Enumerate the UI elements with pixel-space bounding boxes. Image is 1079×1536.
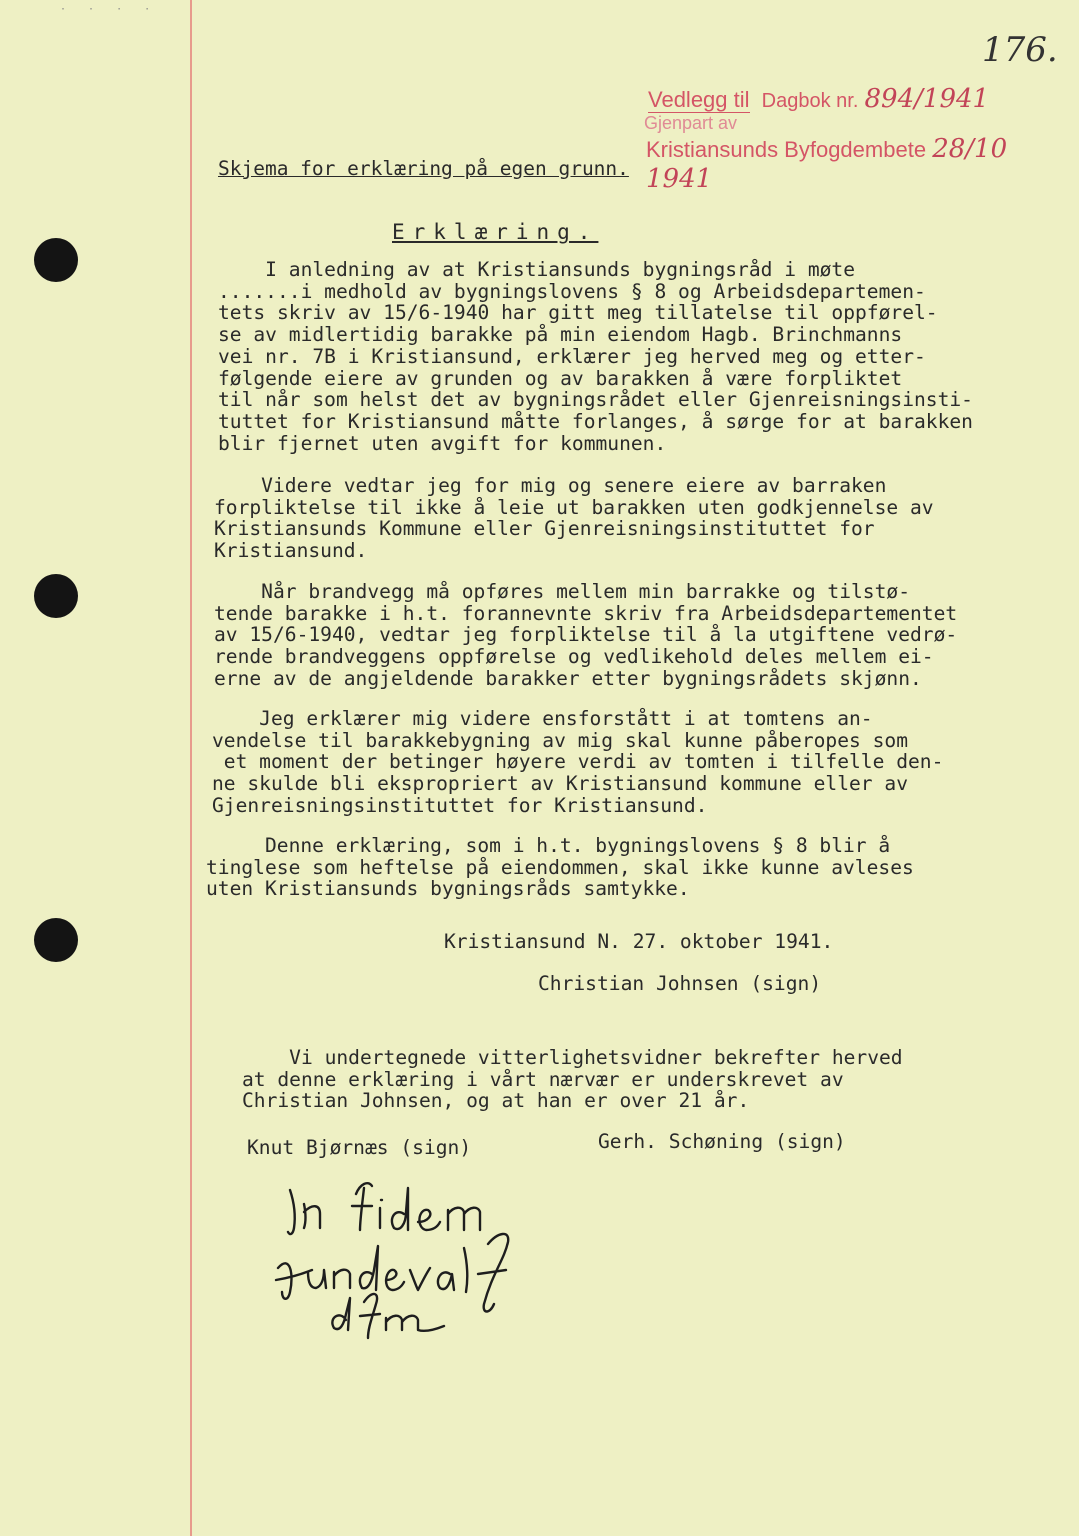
- stamp-line-1: [648, 84, 989, 114]
- punch-hole: [34, 238, 78, 282]
- signer: Christian Johnsen (sign): [538, 972, 822, 995]
- document-title: Erklæring.: [392, 220, 599, 244]
- witness-2: Gerh. Schøning (sign): [598, 1130, 846, 1153]
- paragraph-3: Når brandvegg må opføres mellem min barrakke og tilstø- tende barakke i h.t. forannevnte skriv fra Arbeidsdepartementet av 15/6-1940, vedtar jeg forpliktelse til å la utgiftene vedrø- rende brandveggens oppførelse og vedlikehold deles mellem ei- erne av de angjeldende barakker etter bygningsrådets skjønn.: [214, 580, 958, 690]
- place-date: Kristiansund N. 27. oktober 1941.: [444, 930, 834, 953]
- handwritten-signature: [268, 1170, 548, 1340]
- punch-hole: [34, 574, 78, 618]
- paragraph-4: Jeg erklærer mig videre ensforstått i at tomtens an- vendelse til barakkebygning av mig skal kunne påberopes som et moment der betinger høyere verdi av tomten i tilfelle den- ne skulde bli ekspropriert av Kristiansund kommune eller av Gjenreisningsinstituttet for Kristiansund.: [212, 707, 944, 817]
- paragraph-2: Videre vedtar jeg for mig og senere eiere av barraken forpliktelse til ikke å leie ut barakken uten godkjennelse av Kristiansunds Kommune eller Gjenreisningsinstituttet for Kristiansund.: [214, 474, 934, 563]
- witness-1: Knut Bjørnæs (sign): [247, 1136, 472, 1159]
- punch-hole: [34, 918, 78, 962]
- scan-dots: · · · ·: [60, 4, 159, 15]
- page-number: 176.: [982, 30, 1058, 70]
- witness-statement: Vi undertegnede vitterlighetsvidner bekrefter herved at denne erklæring i vårt nærvær er underskrevet av Christian Johnsen, og at han er over 21 år.: [242, 1046, 903, 1113]
- stamp-vedlegg: Vedlegg til: [648, 87, 750, 112]
- stamp-office: Kristiansunds Byfogdembete: [646, 137, 927, 162]
- paragraph-1: I anledning av at Kristiansunds bygningsråd i møte .......i medhold av bygningslovens § 8 og Arbeidsdepartemen- tets skriv av 15/6-1940 har gitt meg tillatelse til oppførel- se av midlertidig barakke på min eiendom Hagb. Brinchmanns vei nr. 7B i Kristiansund, erklærer jeg herved meg og etter- følgende eiere av grunden og av barakken å være forpliktet til når som helst det av bygningsrådet eller Gjenreisningsinsti- tuttet for Kristiansund måtte forlanges, å sørge for at barakken blir fjernet uten avgift for kommunen.: [218, 258, 973, 455]
- stamp-dagbok-value: 894/1941: [864, 84, 990, 114]
- paragraph-5: Denne erklæring, som i h.t. bygningslovens § 8 blir å tinglese som heftelse på eiendommen, skal ikke kunne avleses uten Kristiansunds bygningsråds samtykke.: [206, 834, 914, 901]
- stamp-line-3: [646, 134, 1079, 194]
- margin-line: [190, 0, 192, 1536]
- form-heading: Skjema for erklæring på egen grunn.: [218, 157, 629, 180]
- stamp-dagbok-label: Dagbok nr.: [761, 90, 859, 112]
- stamp-office-date: 28/10 1941: [646, 134, 1008, 194]
- stamp-gjenpart: Gjenpart av: [644, 113, 738, 133]
